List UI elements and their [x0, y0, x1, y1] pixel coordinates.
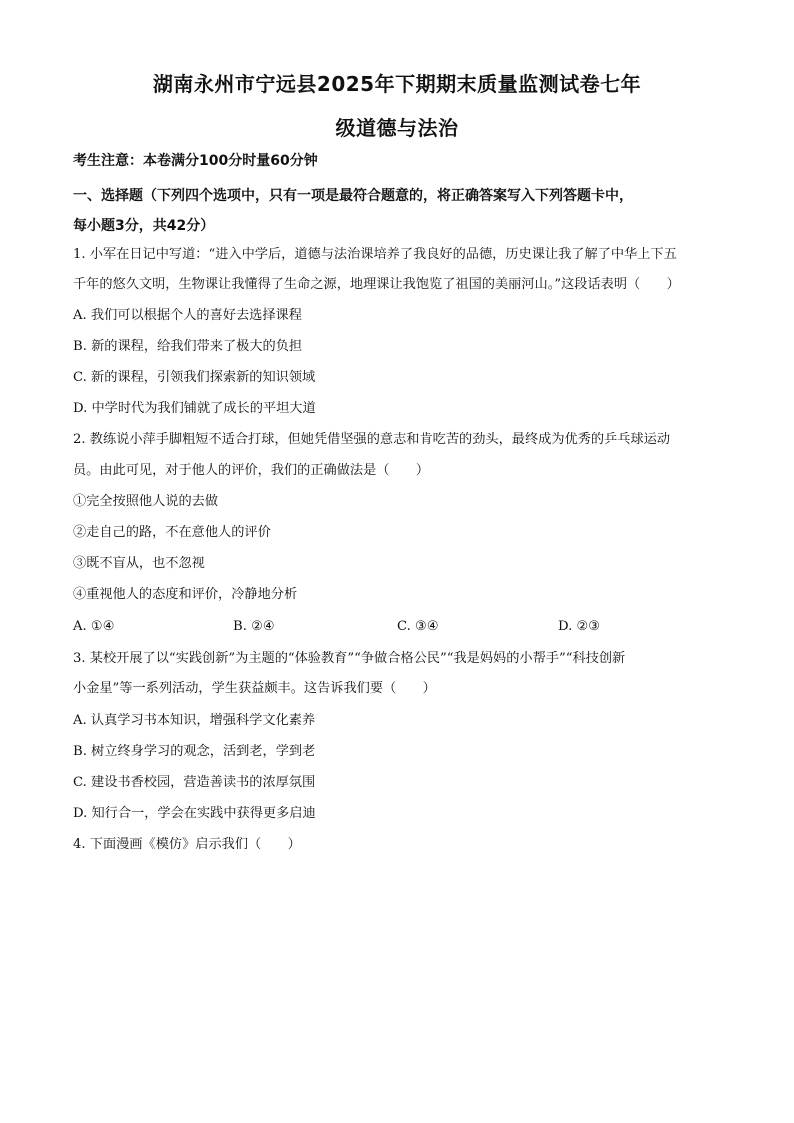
q2-option-c: C. ③④: [397, 619, 439, 634]
section-heading-line2: 每小题3分，共42分）: [73, 218, 215, 234]
q3-option-b: B. 树立终身学习的观念，活到老，学到老: [73, 744, 316, 759]
q1-option-c: C. 新的课程，引领我们探索新的知识领域: [73, 370, 316, 385]
q2-stem-line1: 2. 教练说小萍手脚粗短不适合打球，但她凭借坚强的意志和肯吃苦的劲头，最终成为优秀的乒乓球运动: [73, 432, 671, 447]
section-heading-line1: 一、选择题（下列四个选项中，只有一项是最符合题意的，将正确答案写入下列答题卡中，: [73, 188, 633, 204]
q3-option-d: D. 知行合一，学会在实践中获得更多启迪: [73, 806, 316, 821]
section-heading: [73, 181, 723, 241]
q2-stem-line2: 员。由此可见，对于他人的评价，我们的正确做法是（ ）: [73, 463, 430, 478]
q1-option-a: A. 我们可以根据个人的喜好去选择课程: [73, 308, 302, 323]
q1-option-b: B. 新的课程，给我们带来了极大的负担: [73, 339, 303, 354]
q3-stem-line2: 小金星”等一系列活动，学生获益颇丰。这告诉我们要（ ）: [73, 681, 436, 696]
q2-statement-4: ④重视他人的态度和评价，冷静地分析: [73, 587, 298, 602]
q2-statement-2: ②走自己的路，不在意他人的评价: [73, 525, 271, 540]
q3-option-a: A. 认真学习书本知识，增强科学文化素养: [73, 713, 316, 728]
exam-title-line2: 级道德与法治: [335, 116, 459, 140]
q2-option-d: D. ②③: [558, 619, 601, 634]
exam-title-line1: 湖南永州市宁远县2025年下期期末质量监测试卷七年: [152, 72, 642, 96]
q2-statement-3: ③既不盲从，也不忽视: [73, 556, 205, 571]
q1-stem-line1: 1. 小军在日记中写道：“进入中学后，道德与法治课培养了我良好的品德，历史课让我了解了中华上下五: [73, 247, 677, 262]
q2-statement-1: ①完全按照他人说的去做: [73, 494, 219, 509]
q4-stem: 4. 下面漫画《模仿》启示我们（ ）: [73, 837, 301, 852]
exam-notice: 考生注意：本卷满分100分时量60分钟: [73, 153, 318, 169]
q3-option-c: C. 建设书香校园，营造善读书的浓厚氛围: [73, 775, 316, 790]
q1-option-d: D. 中学时代为我们铺就了成长的平坦大道: [73, 401, 316, 416]
q1-stem-line2: 千年的悠久文明，生物课让我懂得了生命之源，地理课让我饱览了祖国的美丽河山。”这段话表明（ ）: [73, 277, 680, 292]
q2-option-b: B. ②④: [233, 619, 275, 634]
q3-stem-line1: 3. 某校开展了以“实践创新”为主题的“体验教育”“争做合格公民”“我是妈妈的小帮手”“科技创新: [73, 651, 626, 666]
q2-option-a: A. ①④: [73, 619, 115, 634]
